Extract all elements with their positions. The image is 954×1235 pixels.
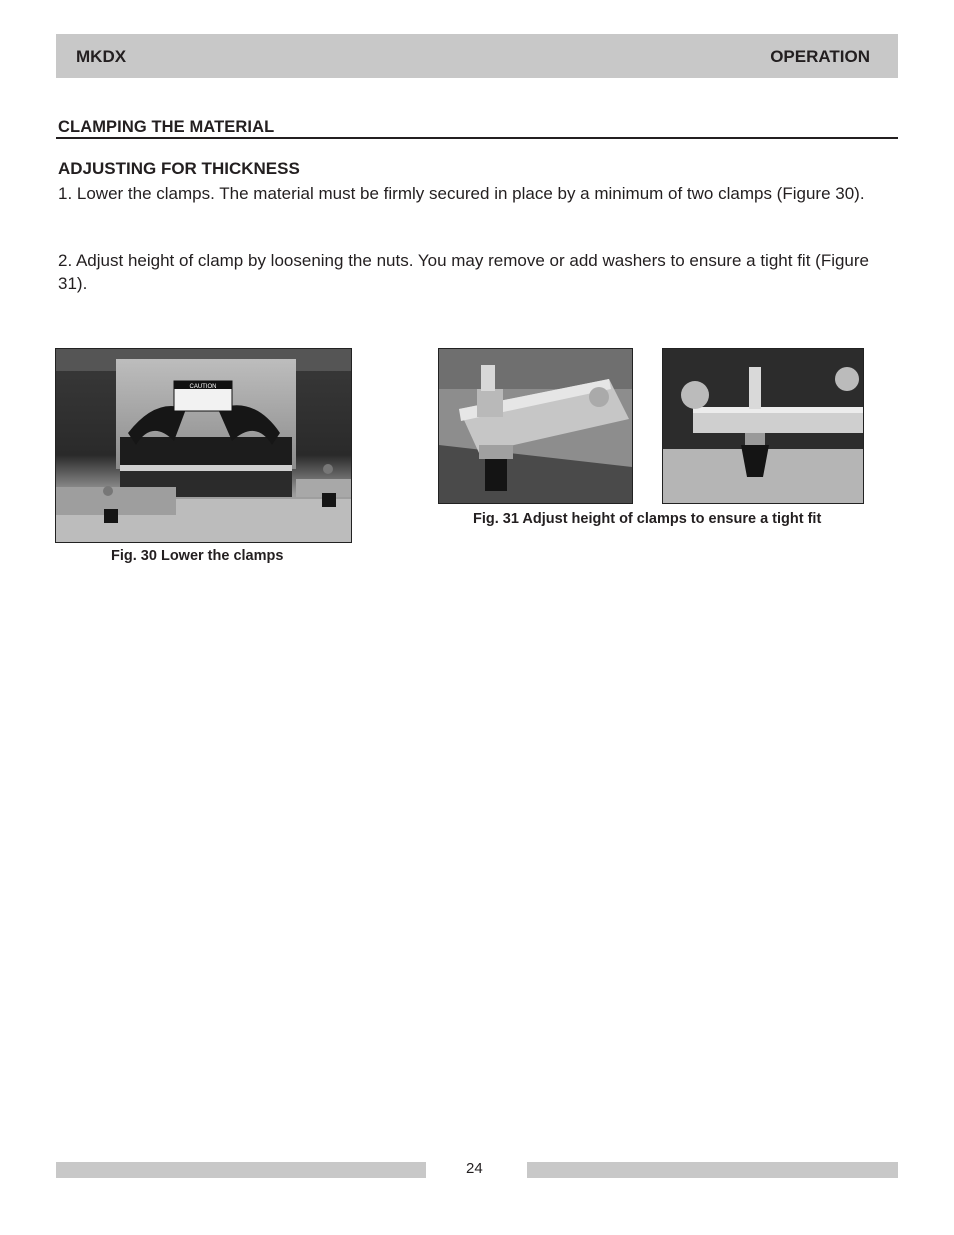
subsection-title: ADJUSTING FOR THICKNESS xyxy=(58,159,300,178)
footer-bar-right xyxy=(527,1162,898,1178)
header-section: OPERATION xyxy=(770,47,870,66)
page-number: 24 xyxy=(466,1160,483,1177)
figure-31-photo-right xyxy=(662,348,864,504)
paragraph-step-2: 2. Adjust height of clamp by loosening the nuts. You may remove or add washers to ensure a tight fit (Figure 31). xyxy=(58,251,869,293)
figure-30-photo xyxy=(55,348,352,543)
caution-label-text: CAUTION xyxy=(189,384,217,390)
figure-30-caption: Fig. 30 Lower the clamps xyxy=(111,548,284,564)
header-model: MKDX xyxy=(76,47,127,66)
footer-bar-left xyxy=(56,1162,426,1178)
paragraph-step-1: 1. Lower the clamps. The material must be firmly secured in place by a minimum of two clamps (Figure 30). xyxy=(58,184,865,203)
page-header xyxy=(56,34,898,78)
figure-31-photo-left xyxy=(438,348,633,504)
section-title: CLAMPING THE MATERIAL xyxy=(58,118,275,136)
figure-31-caption: Fig. 31 Adjust height of clamps to ensure a tight fit xyxy=(473,511,822,527)
section-rule xyxy=(56,137,898,139)
